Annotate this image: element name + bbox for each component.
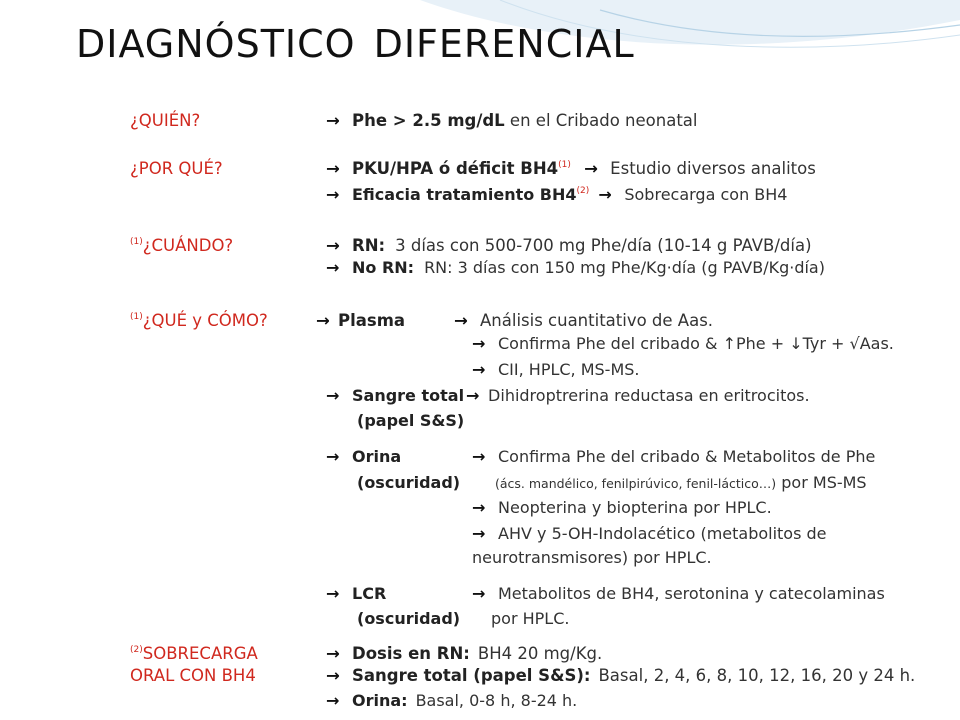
quecomo-row-plasma [130, 307, 713, 331]
arrow-icon: → [326, 644, 340, 663]
sangre-row-1 [326, 386, 810, 406]
arrow-icon: → [472, 447, 486, 466]
orina-item-3: AHV y 5-OH-Indolacético (metabolitos de [498, 524, 827, 543]
sangre-row-2 [357, 411, 464, 431]
orina-small-rest: por MS-MS [776, 473, 867, 492]
cuando-label: ¿CUÁNDO? [142, 236, 234, 255]
orina-item-1: Confirma Phe del cribado & Metabolitos de Phe [498, 447, 876, 466]
cuando-line1-rest: 3 días con 500-700 mg Phe/día (10-14 g PAVB/día) [395, 236, 812, 255]
arrow-icon: → [326, 584, 340, 603]
lcr-row-2 [357, 609, 569, 629]
footnote-marker: (2) [130, 645, 143, 655]
porque-label: ¿POR QUÉ? [130, 159, 223, 178]
quien-rest: en el Cribado neonatal [504, 111, 698, 130]
porque-line2-rest: Sobrecarga con BH4 [624, 185, 788, 204]
arrow-icon: → [466, 386, 480, 405]
cuando-line2-bold: No RN: [352, 258, 415, 277]
sobrecarga-row-1 [130, 640, 602, 664]
sangre-item-1: Dihidroptrerina reductasa en eritrocitos. [488, 386, 810, 405]
orina-row-1 [326, 447, 875, 467]
arrow-icon: → [598, 185, 612, 204]
cuando-row-2 [326, 258, 825, 278]
quien-label: ¿QUIÉN? [130, 111, 201, 130]
arrow-icon: → [326, 111, 340, 130]
porque-row-2 [326, 181, 787, 205]
orina-item-4: neurotransmisores) por HPLC. [472, 548, 712, 567]
quien-row [130, 111, 698, 131]
orina-row-2 [357, 473, 867, 494]
sobrecarga-l1-bold: Dosis en RN: [352, 644, 470, 663]
quien-bold: Phe > 2.5 mg/dL [352, 111, 505, 130]
orina-row-3 [472, 498, 772, 518]
porque-line2-bold: Eficacia tratamiento BH4 [352, 185, 577, 204]
sobrecarga-label-1: SOBRECARGA [142, 644, 258, 663]
arrow-icon: → [326, 236, 340, 255]
plasma-item-3: CII, HPLC, MS-MS. [498, 360, 640, 379]
sobrecarga-l1-rest: BH4 20 mg/Kg. [477, 644, 603, 663]
sobrecarga-l2-bold: Sangre total (papel S&S): [352, 666, 591, 685]
arrow-icon: → [326, 691, 340, 710]
arrow-icon: → [472, 498, 486, 517]
orina-sub: (oscuridad) [357, 473, 461, 492]
arrow-icon: → [316, 311, 330, 330]
orina-small: (ács. mandélico, fenilpirúvico, fenil-láctico…) [495, 476, 777, 491]
lcr-label: LCR [352, 584, 387, 603]
footnote-marker: (1) [130, 312, 143, 322]
arrow-icon: → [326, 159, 340, 178]
arrow-icon: → [326, 258, 340, 277]
sangre-sub: (papel S&S) [357, 411, 465, 430]
orina-label: Orina [352, 447, 402, 466]
arrow-icon: → [326, 386, 340, 405]
cuando-row-1 [130, 232, 812, 256]
sobrecarga-l2-rest: Basal, 2, 4, 6, 8, 10, 12, 16, 20 y 24 h. [598, 666, 916, 685]
cuando-line2-rest: RN: 3 días con 150 mg Phe/Kg·día (g PAVB/Kg·día) [424, 258, 825, 277]
page-title: DIAGNÓSTICO DIFERENCIAL [76, 22, 635, 66]
lcr-item-1: Metabolitos de BH4, serotonina y catecolaminas [498, 584, 885, 603]
porque-line1-rest: Estudio diversos analitos [610, 159, 816, 178]
arrow-icon: → [472, 584, 486, 603]
sangre-label: Sangre total [352, 386, 465, 405]
footnote-marker: (2) [576, 186, 590, 196]
lcr-sub: (oscuridad) [357, 609, 461, 628]
arrow-icon: → [326, 185, 340, 204]
arrow-icon: → [326, 447, 340, 466]
arrow-icon: → [454, 311, 468, 330]
sobrecarga-l3-bold: Orina: [352, 691, 408, 710]
plasma-row-3 [472, 360, 640, 380]
lcr-item-2: por HPLC. [491, 609, 570, 628]
arrow-icon: → [326, 666, 340, 685]
footnote-marker: (1) [558, 160, 571, 170]
orina-item-2: Neopterina y biopterina por HPLC. [498, 498, 772, 517]
orina-row-4 [472, 524, 827, 544]
sobrecarga-l3-rest: Basal, 0-8 h, 8-24 h. [415, 691, 578, 710]
orina-row-5 [472, 548, 712, 568]
porque-row-1 [130, 155, 816, 179]
plasma-row-2 [472, 334, 894, 354]
quecomo-label: ¿QUÉ y CÓMO? [142, 311, 268, 330]
arrow-icon: → [472, 334, 486, 353]
sobrecarga-label-2: ORAL CON BH4 [130, 666, 256, 685]
sobrecarga-row-2 [130, 666, 915, 686]
plasma-item-2: Confirma Phe del cribado & ↑Phe + ↓Tyr + √Aas. [498, 334, 894, 353]
arrow-icon: → [472, 524, 486, 543]
cuando-line1-bold: RN: [352, 236, 386, 255]
arrow-icon: → [584, 159, 598, 178]
plasma-item-1: Análisis cuantitativo de Aas. [480, 311, 714, 330]
arrow-icon: → [472, 360, 486, 379]
plasma-label: Plasma [338, 311, 406, 330]
sobrecarga-row-3 [326, 691, 577, 711]
lcr-row-1 [326, 584, 885, 604]
porque-line1-bold: PKU/HPA ó déficit BH4 [352, 159, 559, 178]
footnote-marker: (1) [130, 237, 143, 247]
